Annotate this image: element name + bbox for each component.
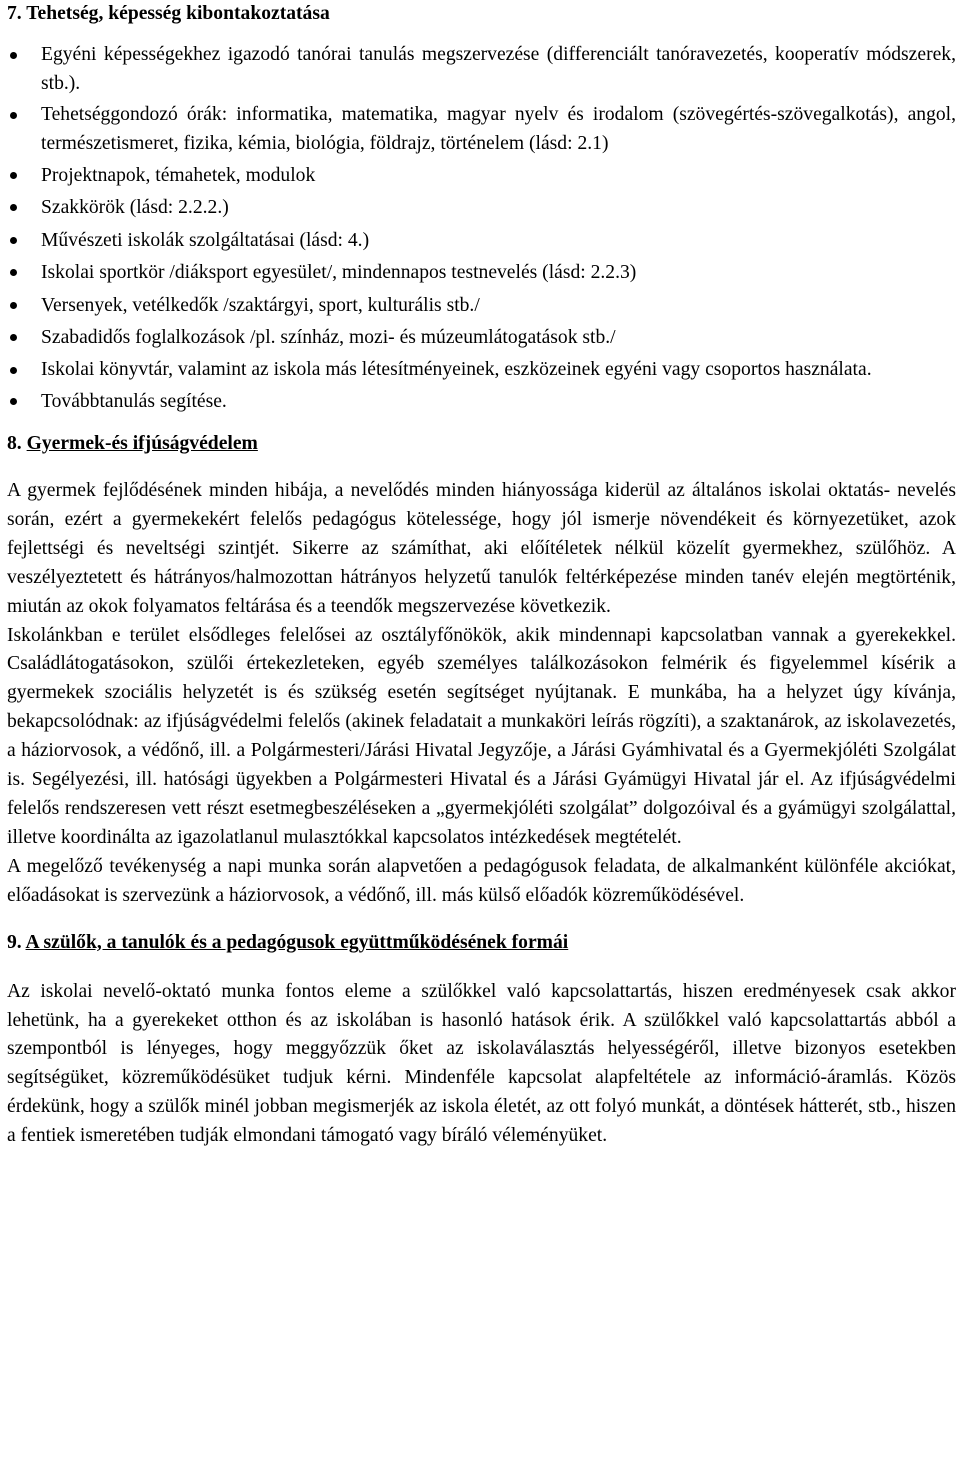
list-item <box>7 323 956 353</box>
list-item-text: Iskolai könyvtár, valamint az iskola más létesítményeinek, eszközeinek egyéni vagy csoportos használata. <box>41 358 872 380</box>
bullet-icon <box>10 172 17 179</box>
list-item-text: Iskolai sportkör /diáksport egyesület/, mindennapos testnevelés (lásd: 2.2.3) <box>41 262 637 283</box>
bullet-icon <box>10 237 17 244</box>
list-item-text: Egyéni képességekhez igazodó tanórai tanulás megszervezése (differenciált tanóravezetés, kooperatív módszerek, stb.). <box>41 44 956 94</box>
list-item <box>7 226 956 256</box>
bullet-icon <box>10 398 17 405</box>
bullet-icon <box>10 269 17 276</box>
list-item <box>7 387 956 417</box>
section-8-heading <box>7 429 956 458</box>
list-item <box>7 161 956 191</box>
section-7-list <box>7 41 956 417</box>
bullet-icon <box>10 367 17 374</box>
section-8-title: Gyermek-és ifjúságvédelem <box>26 433 258 454</box>
list-item <box>7 101 956 158</box>
list-item <box>7 193 956 223</box>
list-item <box>7 356 956 385</box>
section-8-paragraph: Iskolánkban e terület elsődleges felelősei az osztályfőnökök, akik mindennapi kapcsolatban vannak a gyerekekkel. Családlátogatásokon, szülői értekezleteken, egyéb személyes találkozásokon felmérik és figyelemmel kísérik a gyermekek szociális helyzetét is és szükség esetén segítséget nyújtanak. E munkába, ha a helyzet úgy kívánja, bekapcsolódnak: az ifjúságvédelmi felelős (akinek feladatait a munkaköri leírás rögzíti), a szaktanárok, az iskolavezetés, a háziorvosok, a védőnő, ill. a Polgármesteri/Járási Hivatal Jegyzője, a Járási Gyámhivatal és a Gyermekjóléti Szolgálat is. Segélyezési, ill. hatósági ügyekben a Polgármesteri Hivatal és a Járási Gyámügyi Hivatal jár el. Az ifjúságvédelmi felelős rendszeresen vett részt esetmegbeszéléseken a „gyermekjóléti szolgálat” dolgozóival és a gyámügyi szolgálattal, illetve koordinálta az igazolatlanul mulasztókkal kapcsolatos intézkedések megtételét. <box>7 624 956 848</box>
list-item-text: Művészeti iskolák szolgáltatásai (lásd: 4.) <box>41 229 370 251</box>
bullet-icon <box>10 112 17 119</box>
section-9-heading <box>7 928 956 957</box>
bullet-icon <box>10 204 17 211</box>
list-item-text: Továbbtanulás segítése. <box>41 391 227 412</box>
bullet-icon <box>10 52 17 59</box>
section-9-number: 9. <box>7 931 22 953</box>
list-item <box>7 41 956 98</box>
list-item-text: Szabadidős foglalkozások /pl. színház, mozi- és múzeumlátogatások stb./ <box>41 327 616 348</box>
bullet-icon <box>10 302 17 309</box>
list-item-text: Versenyek, vetélkedők /szaktárgyi, sport, kulturális stb./ <box>41 294 480 316</box>
section-8-paragraph: A gyermek fejlődésének minden hibája, a nevelődés minden hiányossága kiderül az általános iskolai oktatás- nevelés során, ezért a gyermekekért felelős pedagógus kötelessége, hogy jól ismerje növendékeit és környezetüket, azok fejlettségi és neveltségi szintjét. Sikerre az számíthat, aki előítéletek nélkül közelít gyermekhez, szülőhöz. A veszélyeztetett és hátrányos/halmozottan hátrányos helyzetű tanulók feltérképezése minden tanév elején megtörténik, miután az okok folyamatos feltárása és a teendők megszervezése következik. <box>7 480 956 617</box>
list-item-text: Tehetséggondozó órák: informatika, matematika, magyar nyelv és irodalom (szövegértés-szövegalkotás), angol, természetismeret, fizika, kémia, biológia, földrajz, történelem (lásd: 2.1) <box>41 104 956 154</box>
section-8-number: 8. <box>7 433 22 454</box>
list-item-text: Szakkörök (lásd: 2.2.2.) <box>41 197 229 218</box>
section-9-title: A szülők, a tanulók és a pedagógusok együttműködésének formái <box>25 931 569 953</box>
list-item-text: Projektnapok, témahetek, modulok <box>41 164 316 186</box>
section-7-heading: 7. Tehetség, képesség kibontakoztatása <box>7 3 330 24</box>
list-item <box>7 291 956 321</box>
list-item <box>7 258 956 288</box>
section-8-paragraph: A megelőző tevékenység a napi munka során alapvetően a pedagógusok feladata, de alkalmanként különféle akciókat, előadásokat is szervezünk a háziorvosok, a védőnő, ill. más külső előadók közreműködésével. <box>7 855 956 906</box>
section-9-paragraph: Az iskolai nevelő-oktató munka fontos eleme a szülőkkel való kapcsolattartás, hiszen eredményesek csak akkor lehetünk, ha a gyerekeket otthon és az iskolában is hasonló hatások érik. A szülőkkel való kapcsolattartás abból a szempontból is lényeges, hogy meggyőzzük őket az iskolaválasztás helyességéről, illetve bizonyos esetekben segítségüket, közreműködésüket tudjuk kérni. Mindenféle kapcsolat alapfeltétele az információ-áramlás. Közös érdekünk, hogy a szülők minél jobban megismerjék az iskola életét, az ott folyó munkát, a döntések hátterét, stb., hiszen a fentiek ismeretében tudják elmondani támogató vagy bíráló véleményüket. <box>7 980 956 1147</box>
bullet-icon <box>10 334 17 341</box>
